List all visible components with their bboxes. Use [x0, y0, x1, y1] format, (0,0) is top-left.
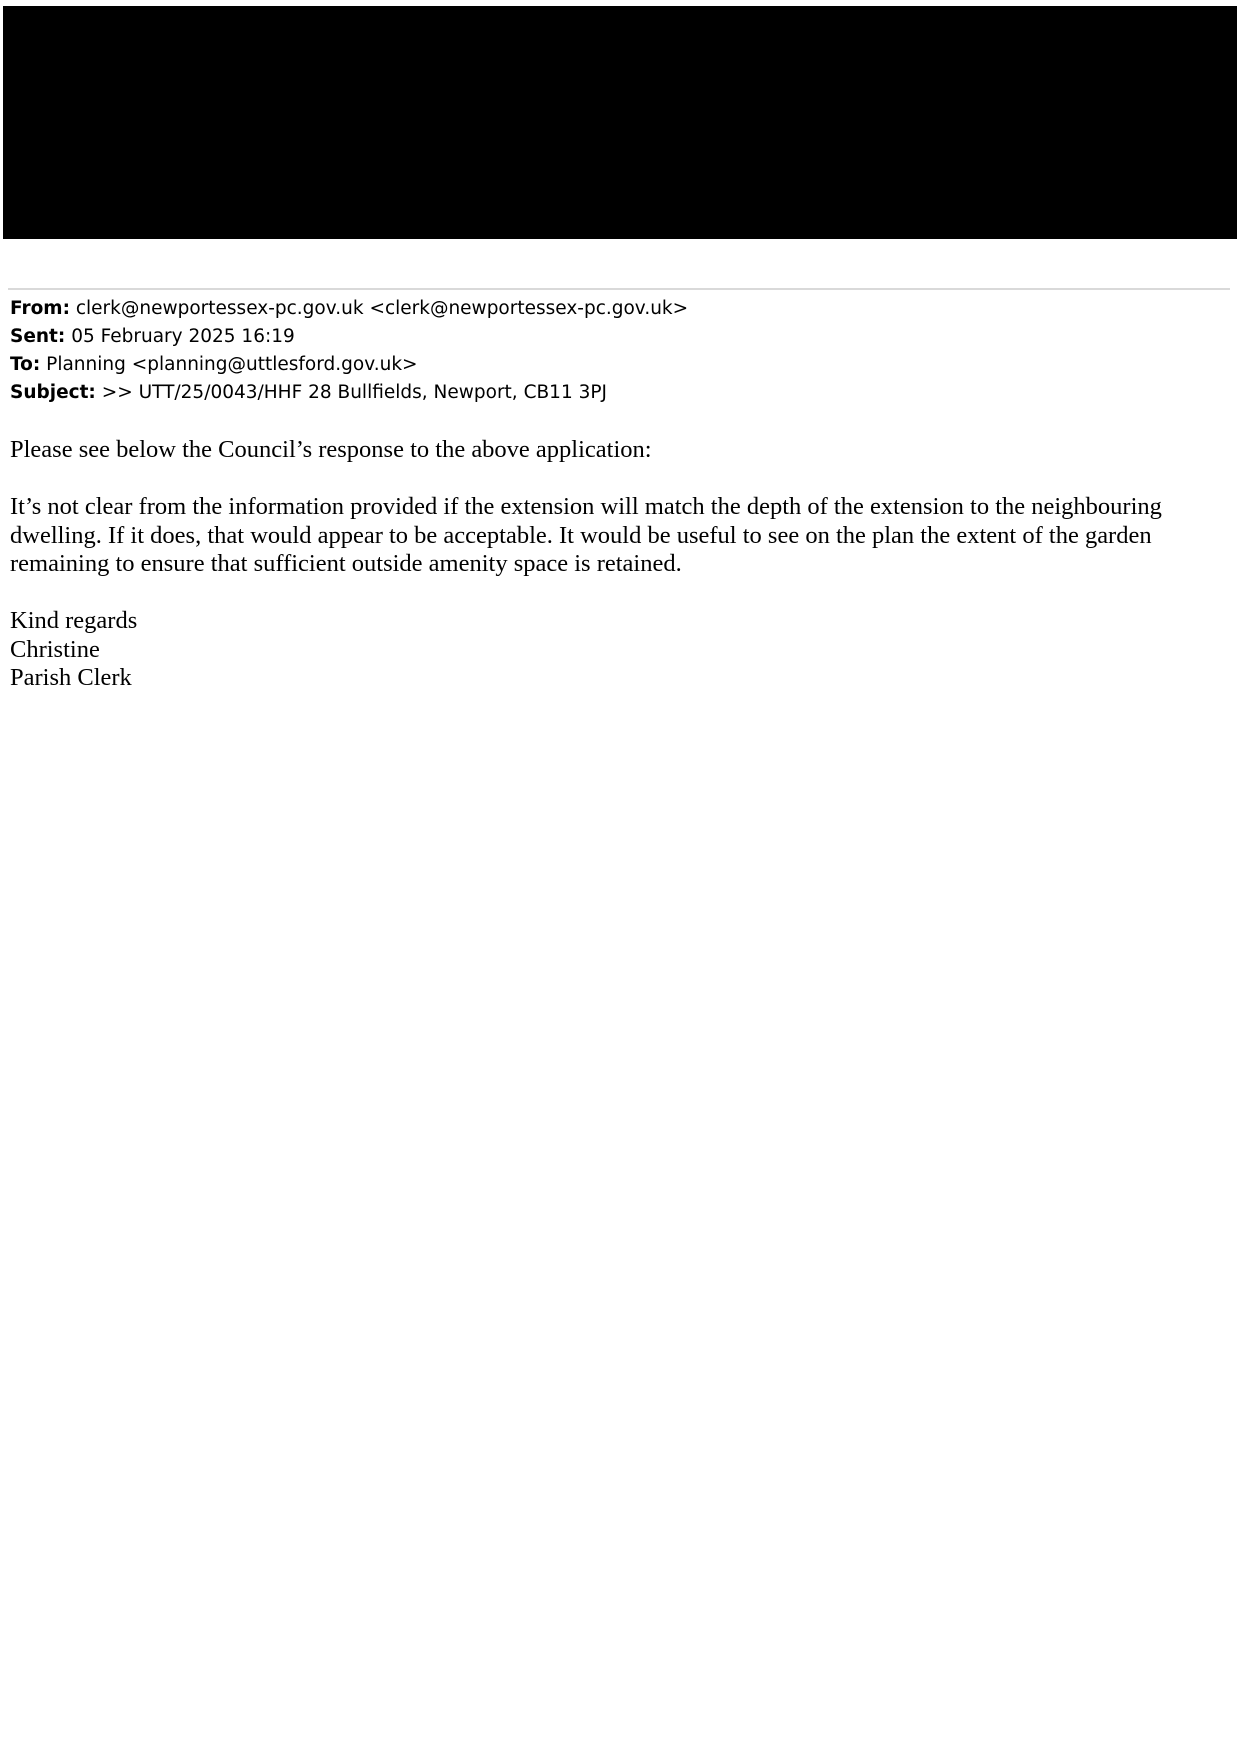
to-row [10, 351, 1210, 379]
redaction-block [3, 6, 1237, 239]
paragraph-gap [10, 465, 1225, 494]
subject-label: Subject: [10, 382, 96, 403]
email-header [10, 295, 1210, 407]
from-label: From: [10, 298, 70, 319]
sent-label: Sent: [10, 326, 66, 347]
signer-title: Parish Clerk [10, 664, 132, 691]
to-value: Planning <planning@uttlesford.gov.uk> [46, 354, 418, 375]
response-paragraph: It’s not clear from the information provided if the extension will match the depth of the extension to the neighbouring dwelling. If it does, that would appear to be acceptable. It would be useful to see on the plan the extent of the garden remaining to ensure that sufficient outside amenity space is retained. [10, 493, 1162, 577]
paragraph-gap [10, 579, 1225, 608]
header-separator [8, 288, 1230, 290]
subject-row [10, 379, 1210, 407]
signoff-line: Kind regards [10, 607, 138, 634]
intro-paragraph: Please see below the Council’s response to the above application: [10, 436, 652, 463]
email-body [10, 436, 1225, 693]
sent-row [10, 323, 1210, 351]
sent-value: 05 February 2025 16:19 [71, 326, 295, 347]
signer-name: Christine [10, 635, 100, 663]
to-label: To: [10, 354, 41, 375]
from-row [10, 295, 1210, 323]
from-value: clerk@newportessex-pc.gov.uk <clerk@newportessex-pc.gov.uk> [75, 298, 689, 319]
subject-value: >> UTT/25/0043/HHF 28 Bullfields, Newport, CB11 3PJ [101, 382, 607, 403]
